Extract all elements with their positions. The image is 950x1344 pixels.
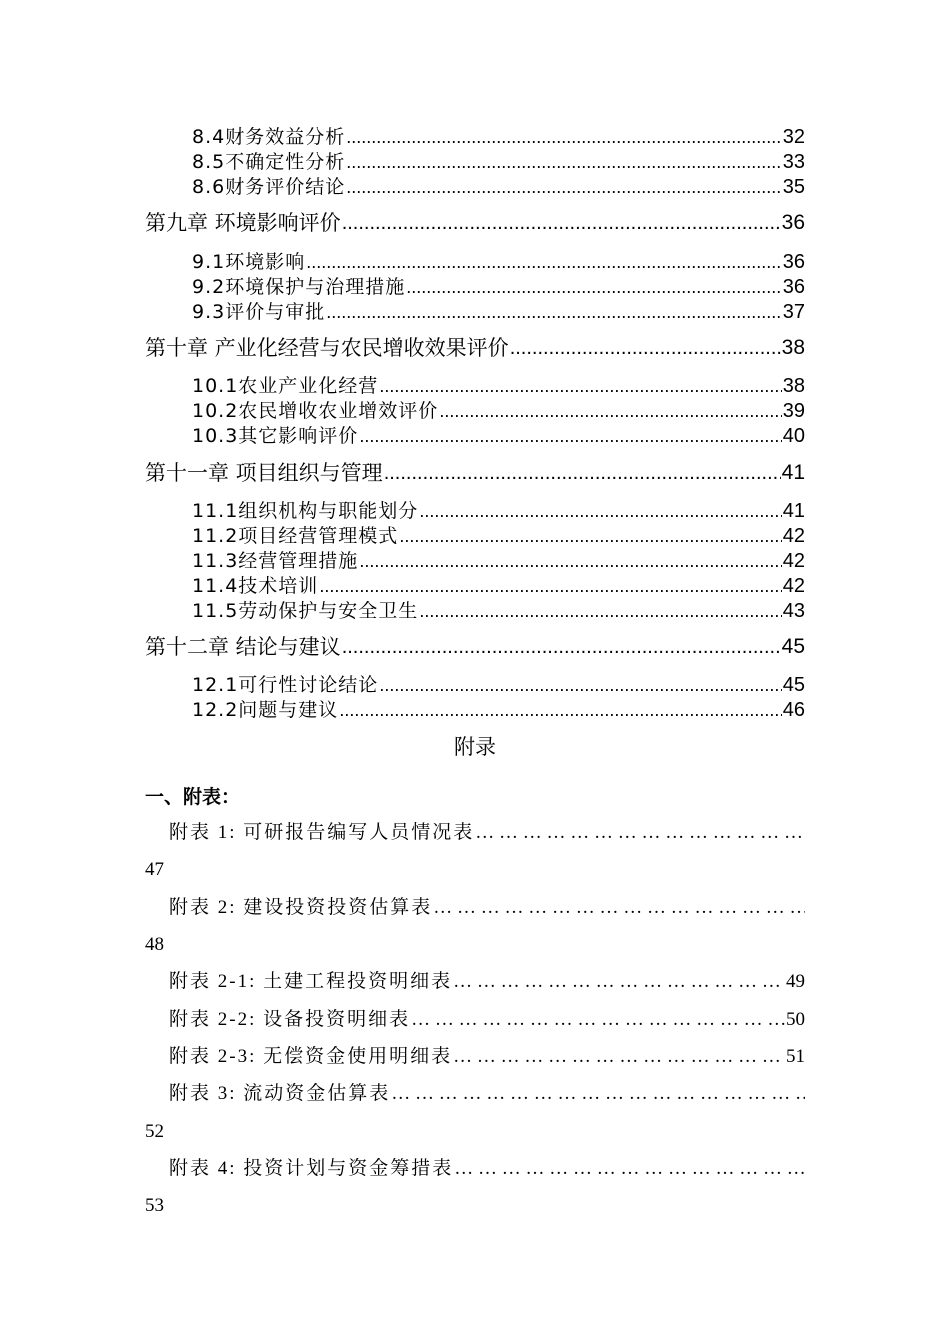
leader-dots (379, 673, 781, 698)
appendix-entry[interactable] (169, 1081, 805, 1107)
appendix-label: 附表 4: 投资计划与资金筹措表 (169, 1158, 454, 1179)
toc-page-number: 35 (782, 176, 805, 198)
toc-entry[interactable] (192, 599, 805, 624)
toc-page-number: 45 (781, 635, 805, 658)
appendix-page-number: 51 (786, 1046, 805, 1067)
appendix-page-number: 47 (145, 859, 164, 880)
toc-entry[interactable] (192, 698, 805, 723)
leader-dots (419, 599, 781, 624)
toc-entry[interactable] (192, 524, 805, 549)
appendix-page-number: 48 (145, 934, 164, 955)
toc-page-number: 38 (782, 375, 805, 397)
toc-page-number: 37 (782, 301, 805, 323)
toc-label: 11.3经营管理措施 (192, 550, 359, 572)
toc-page-number: 42 (782, 550, 805, 572)
toc-page-number: 36 (782, 251, 805, 273)
leader-dots (391, 1081, 805, 1107)
leader-dots (346, 175, 782, 200)
appendix-label: 附表 2-3: 无偿资金使用明细表 (169, 1046, 453, 1067)
toc-chapter-entry[interactable] (145, 333, 805, 363)
appendix-entry[interactable] (169, 895, 805, 921)
appendix-entry[interactable] (169, 1156, 805, 1182)
leader-dots (379, 374, 781, 399)
appendix-page-number: 50 (786, 1009, 805, 1030)
toc-entry[interactable] (192, 250, 805, 275)
appendix-page-number: 52 (145, 1121, 164, 1142)
leader-dots (411, 1007, 785, 1033)
leader-dots (359, 424, 781, 449)
toc-entry[interactable] (192, 125, 805, 150)
toc-label: 8.4财务效益分析 (192, 126, 346, 148)
toc-label: 8.5不确定性分析 (192, 151, 346, 173)
leader-dots (406, 275, 782, 300)
appendix-label: 附表 3: 流动资金估算表 (169, 1083, 391, 1104)
leader-dots (454, 1156, 805, 1182)
appendix-subtitle: 一、附表： (145, 786, 241, 808)
appendix-entry[interactable] (169, 1007, 805, 1033)
toc-chapter-label: 第十一章 项目组织与管理 (145, 461, 383, 485)
toc-page-number: 32 (782, 126, 805, 148)
toc-entry[interactable] (192, 175, 805, 200)
appendix-label: 附表 1: 可研报告编写人员情况表 (169, 822, 475, 843)
toc-label: 11.2项目经营管理模式 (192, 525, 399, 547)
toc-page-number: 36 (782, 276, 805, 298)
toc-page-number: 42 (782, 525, 805, 547)
toc-page-number: 41 (782, 500, 805, 522)
toc-page-number: 38 (781, 336, 805, 359)
toc-entry[interactable] (192, 399, 805, 424)
leader-dots (510, 333, 781, 363)
toc-chapter-label: 第九章 环境影响评价 (145, 211, 341, 235)
toc-label: 12.1可行性讨论结论 (192, 674, 379, 696)
appendix-label: 附表 2-1: 土建工程投资明细表 (169, 971, 453, 992)
leader-dots (306, 250, 782, 275)
toc-entry[interactable] (192, 300, 805, 325)
toc-label: 11.4技术培训 (192, 575, 319, 597)
toc-entry[interactable] (192, 424, 805, 449)
appendix-entry[interactable] (169, 1044, 805, 1070)
leader-dots (433, 895, 805, 921)
toc-page-number: 39 (782, 400, 805, 422)
toc-chapter-label: 第十二章 结论与建议 (145, 635, 341, 659)
leader-dots (346, 125, 782, 150)
toc-chapter-label: 第十章 产业化经营与农民增收效果评价 (145, 336, 509, 360)
leader-dots (342, 208, 781, 238)
toc-label: 8.6财务评价结论 (192, 176, 346, 198)
appendix-label: 附表 2: 建设投资投资估算表 (169, 897, 433, 918)
leader-dots (475, 820, 805, 846)
toc-page-number: 41 (781, 461, 805, 484)
leader-dots (342, 632, 781, 662)
toc-page-number: 42 (782, 575, 805, 597)
appendix-entry[interactable] (169, 969, 805, 995)
toc-label: 10.2农民增收农业增效评价 (192, 400, 439, 422)
toc-chapter-entry[interactable] (145, 632, 805, 662)
leader-dots (319, 574, 781, 599)
toc-entry[interactable] (192, 374, 805, 399)
toc-entry[interactable] (192, 499, 805, 524)
toc-entry[interactable] (192, 574, 805, 599)
appendix-page-number: 49 (786, 971, 805, 992)
toc-page-number: 40 (782, 425, 805, 447)
leader-dots (339, 698, 781, 723)
toc-label: 9.3评价与审批 (192, 301, 326, 323)
leader-dots (453, 969, 785, 995)
toc-label: 10.1农业产业化经营 (192, 375, 379, 397)
toc-page-number: 33 (782, 151, 805, 173)
leader-dots (326, 300, 782, 325)
toc-entry[interactable] (192, 150, 805, 175)
toc-entry[interactable] (192, 275, 805, 300)
leader-dots (419, 499, 781, 524)
toc-page-number: 46 (782, 699, 805, 721)
leader-dots (359, 549, 781, 574)
leader-dots (439, 399, 781, 424)
appendix-title: 附录 (454, 735, 496, 759)
toc-entry[interactable] (192, 673, 805, 698)
toc-page-number: 43 (782, 600, 805, 622)
toc-page-number: 45 (782, 674, 805, 696)
toc-label: 9.2环境保护与治理措施 (192, 276, 406, 298)
toc-chapter-entry[interactable] (145, 458, 805, 488)
toc-label: 12.2问题与建议 (192, 699, 339, 721)
toc-page-number: 36 (781, 211, 805, 234)
leader-dots (346, 150, 782, 175)
toc-label: 11.5劳动保护与安全卫生 (192, 600, 419, 622)
leader-dots (384, 458, 781, 488)
toc-label: 9.1环境影响 (192, 251, 306, 273)
leader-dots (453, 1044, 785, 1070)
leader-dots (399, 524, 781, 549)
appendix-label: 附表 2-2: 设备投资明细表 (169, 1009, 411, 1030)
toc-label: 10.3其它影响评价 (192, 425, 359, 447)
toc-chapter-entry[interactable] (145, 208, 805, 238)
appendix-page-number: 53 (145, 1195, 164, 1216)
toc-label: 11.1组织机构与职能划分 (192, 500, 419, 522)
toc-entry[interactable] (192, 549, 805, 574)
appendix-entry[interactable] (169, 820, 805, 846)
